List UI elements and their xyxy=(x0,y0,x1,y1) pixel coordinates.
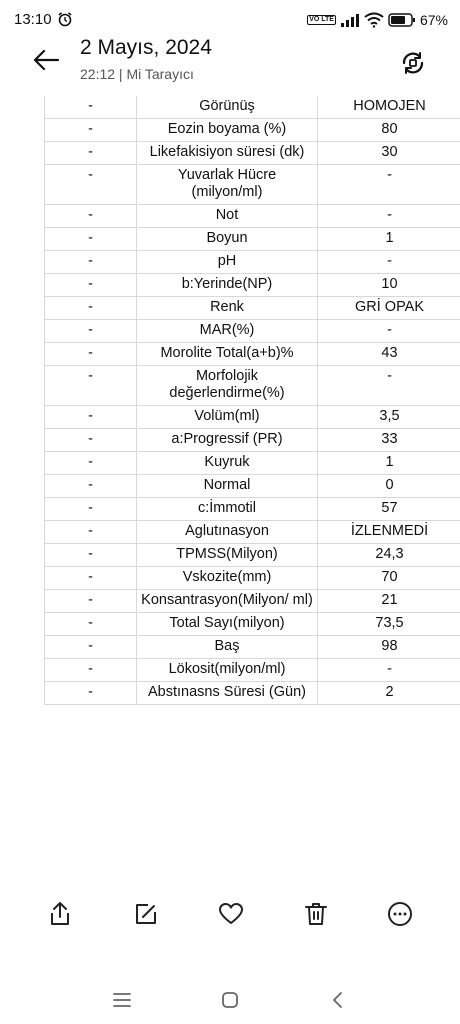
parameter-value: 3,5 xyxy=(318,406,460,429)
wifi-icon xyxy=(364,12,384,28)
more-button[interactable] xyxy=(386,900,414,928)
row-marker: - xyxy=(45,613,137,636)
parameter-name: Total Sayı(milyon) xyxy=(137,613,318,636)
row-marker: - xyxy=(45,475,137,498)
parameter-name: Eozin boyama (%) xyxy=(137,119,318,142)
table-row xyxy=(45,613,460,636)
alarm-icon xyxy=(57,11,73,27)
table-row xyxy=(45,498,460,521)
parameter-name: Vskozite(mm) xyxy=(137,567,318,590)
parameter-name: a:Progressif (PR) xyxy=(137,429,318,452)
page-subtitle: 22:12 | Mi Tarayıcı xyxy=(80,66,194,82)
delete-button[interactable] xyxy=(302,900,330,928)
parameter-value: 30 xyxy=(318,142,460,165)
row-marker: - xyxy=(45,590,137,613)
row-marker: - xyxy=(45,343,137,366)
table-row xyxy=(45,165,460,205)
favorite-button[interactable] xyxy=(217,900,245,928)
parameter-value: 98 xyxy=(318,636,460,659)
table-row xyxy=(45,406,460,429)
parameter-name: Yuvarlak Hücre (milyon/ml) xyxy=(137,165,318,205)
row-marker: - xyxy=(45,498,137,521)
row-marker: - xyxy=(45,452,137,475)
parameter-value: GRİ OPAK xyxy=(318,297,460,320)
status-icons xyxy=(307,10,448,30)
row-marker: - xyxy=(45,366,137,406)
row-marker: - xyxy=(45,567,137,590)
parameter-name: Morfolojik değerlendirme(%) xyxy=(137,366,318,406)
status-time: 13:10 xyxy=(14,11,52,28)
table-row xyxy=(45,429,460,452)
parameter-value: 24,3 xyxy=(318,544,460,567)
table-row xyxy=(45,475,460,498)
parameter-name: Baş xyxy=(137,636,318,659)
parameter-name: Normal xyxy=(137,475,318,498)
row-marker: - xyxy=(45,521,137,544)
row-marker: - xyxy=(45,251,137,274)
table-row xyxy=(45,682,460,705)
parameter-value: 57 xyxy=(318,498,460,521)
row-marker: - xyxy=(45,320,137,343)
parameter-value: - xyxy=(318,205,460,228)
signal-icon xyxy=(340,13,360,27)
table-row xyxy=(45,297,460,320)
table-row xyxy=(45,567,460,590)
parameter-value: - xyxy=(318,251,460,274)
parameter-value: 10 xyxy=(318,274,460,297)
table-row xyxy=(45,590,460,613)
battery-icon xyxy=(388,13,416,27)
parameter-name: Volüm(ml) xyxy=(137,406,318,429)
parameter-name: MAR(%) xyxy=(137,320,318,343)
parameter-value: 2 xyxy=(318,682,460,705)
row-marker: - xyxy=(45,297,137,320)
row-marker: - xyxy=(45,682,137,705)
table-row xyxy=(45,205,460,228)
recents-button[interactable] xyxy=(110,988,134,1012)
row-marker: - xyxy=(45,544,137,567)
edit-icon xyxy=(134,902,158,926)
parameter-value: 0 xyxy=(318,475,460,498)
system-nav-bar xyxy=(0,980,460,1024)
parameter-value: - xyxy=(318,165,460,205)
parameter-name: Renk xyxy=(137,297,318,320)
table-row xyxy=(45,366,460,406)
back-nav-icon xyxy=(330,991,344,1009)
parameter-value: - xyxy=(318,366,460,406)
table-row xyxy=(45,96,460,119)
table-row xyxy=(45,659,460,682)
parameter-name: Görünüş xyxy=(137,96,318,119)
table-row xyxy=(45,142,460,165)
volte-badge: VO LTE xyxy=(309,16,334,23)
menu-icon xyxy=(112,992,132,1008)
share-button[interactable] xyxy=(46,900,74,928)
parameter-name: TPMSS(Milyon) xyxy=(137,544,318,567)
parameter-name: c:İmmotil xyxy=(137,498,318,521)
row-marker: - xyxy=(45,165,137,205)
row-marker: - xyxy=(45,119,137,142)
parameter-name: Lökosit(milyon/ml) xyxy=(137,659,318,682)
header xyxy=(0,28,460,92)
parameter-value: HOMOJEN xyxy=(318,96,460,119)
parameter-value: - xyxy=(318,320,460,343)
table-row xyxy=(45,452,460,475)
table-row xyxy=(45,251,460,274)
parameter-name: Abstınasns Süresi (Gün) xyxy=(137,682,318,705)
edit-button[interactable] xyxy=(132,900,160,928)
parameter-name: Aglutınasyon xyxy=(137,521,318,544)
row-marker: - xyxy=(45,636,137,659)
parameter-value: 80 xyxy=(318,119,460,142)
parameter-name: b:Yerinde(NP) xyxy=(137,274,318,297)
parameter-value: 70 xyxy=(318,567,460,590)
parameter-value: 33 xyxy=(318,429,460,452)
row-marker: - xyxy=(45,406,137,429)
parameter-name: Not xyxy=(137,205,318,228)
battery-percentage: 67% xyxy=(419,12,448,28)
parameter-value: İZLENMEDİ xyxy=(318,521,460,544)
parameter-name: Konsantrasyon(Milyon/ ml) xyxy=(137,590,318,613)
table-row xyxy=(45,521,460,544)
row-marker: - xyxy=(45,659,137,682)
table-row xyxy=(45,320,460,343)
parameter-value: 1 xyxy=(318,452,460,475)
row-marker: - xyxy=(45,429,137,452)
parameter-value: - xyxy=(318,659,460,682)
heart-icon xyxy=(218,902,244,926)
home-icon xyxy=(221,991,239,1009)
row-marker: - xyxy=(45,205,137,228)
table-row xyxy=(45,343,460,366)
parameter-value: 1 xyxy=(318,228,460,251)
more-icon xyxy=(387,901,413,927)
parameter-name: Kuyruk xyxy=(137,452,318,475)
results-table xyxy=(44,96,460,705)
parameter-value: 73,5 xyxy=(318,613,460,636)
row-marker: - xyxy=(45,142,137,165)
table-row xyxy=(45,274,460,297)
parameter-value: 43 xyxy=(318,343,460,366)
home-button[interactable] xyxy=(218,988,242,1012)
table-row xyxy=(45,544,460,567)
parameter-name: pH xyxy=(137,251,318,274)
parameter-value: 21 xyxy=(318,590,460,613)
table-row xyxy=(45,228,460,251)
rotate-icon[interactable] xyxy=(400,50,426,76)
trash-icon xyxy=(304,901,328,927)
parameter-name: Morolite Total(a+b)% xyxy=(137,343,318,366)
page-title: 2 Mayıs, 2024 xyxy=(80,36,212,59)
back-arrow-icon[interactable] xyxy=(32,48,60,72)
table-row xyxy=(45,636,460,659)
parameter-name: Likefakisiyon süresi (dk) xyxy=(137,142,318,165)
back-nav-button[interactable] xyxy=(325,988,349,1012)
row-marker: - xyxy=(45,274,137,297)
share-icon xyxy=(48,901,72,927)
table-row xyxy=(45,119,460,142)
row-marker: - xyxy=(45,96,137,119)
bottom-toolbar xyxy=(0,890,460,934)
parameter-name: Boyun xyxy=(137,228,318,251)
row-marker: - xyxy=(45,228,137,251)
